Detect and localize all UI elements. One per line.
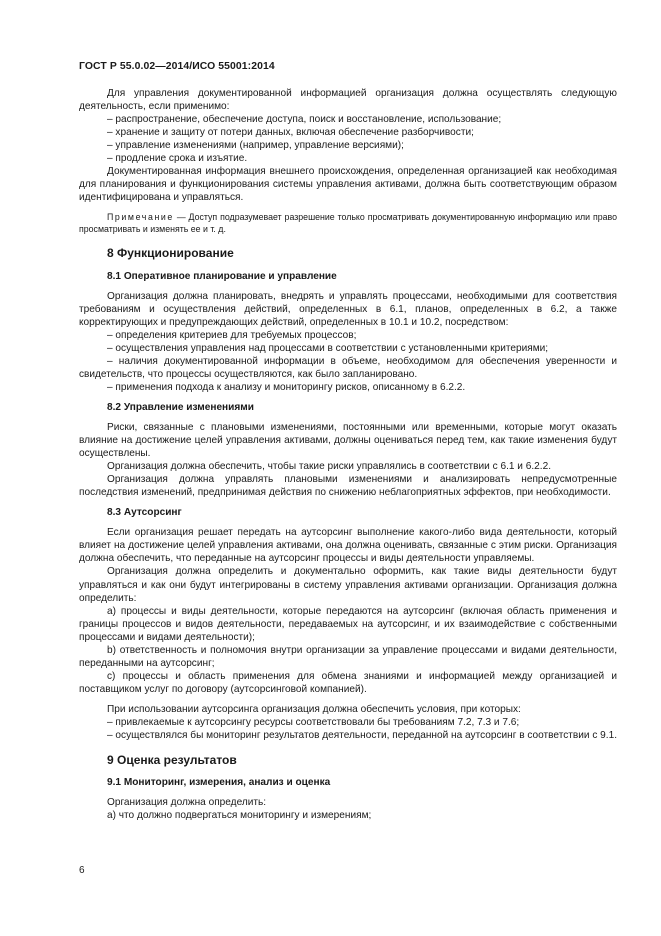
paragraph: Если организация решает передать на аутсорсинг выполнение какого-либо вида деятельности, который влияет на достижение целей управления активами, она должна оценивать, связанные с этим риски. Организация должна обеспечить, что переданные на аутсорсинг процессы и виды деятельности управляемы. bbox=[79, 527, 617, 565]
paragraph: Организация должна управлять плановыми изменениями и анализировать непредусмотренные последствия изменений, предпринимая действия по снижению неблагоприятных эффектов, при необходимости. bbox=[79, 474, 617, 499]
paragraph: При использовании аутсорсинга организация должна обеспечить условия, при которых: bbox=[107, 703, 521, 715]
paragraph: Организация должна определить и документально оформить, как такие виды деятельности будут управляться и как они будут интегрированы в систему управления активами организации. Организация должна определить: bbox=[79, 566, 617, 604]
list-item: – хранение и защиту от потери данных, включая обеспечение разборчивости; bbox=[107, 127, 474, 139]
paragraph: Риски, связанные с плановыми изменениями, постоянными или временными, которые могут оказать влияние на достижение целей управления активами, должны оцениваться перед тем, как такие изменения будут осуществлены. bbox=[79, 421, 617, 460]
list-item: c) процессы и область применения для обмена знаниями и информацией между организацией и поставщиком услуг по договору (аутсорсинговой компанией). bbox=[79, 670, 617, 695]
section-heading: 9 Оценка результатов bbox=[107, 753, 237, 768]
subsection-heading: 8.1 Оперативное планирование и управление bbox=[107, 270, 337, 282]
list-item: a) что должно подвергаться мониторингу и измерениям; bbox=[107, 810, 372, 822]
paragraph: Организация должна обеспечить, чтобы такие риски управлялись в соответствии с 6.1 и 6.2.2. bbox=[107, 461, 552, 473]
paragraph: Организация должна планировать, внедрять и управлять процессами, необходимыми для соответствия требованиям и осуществления действий, определенных в 6.1, планов, определенных в 6.2, а также корректирующих и предупреждающих действий, определенных в 10.1 и 10.2, посредством: bbox=[79, 290, 617, 328]
list-item: b) ответственность и полномочия внутри организации за управление процессами и видами деятельности, переданными на аутсорсинг; bbox=[79, 644, 617, 669]
note bbox=[79, 211, 617, 235]
document-header: ГОСТ Р 55.0.02—2014/ИСО 55001:2014 bbox=[79, 61, 275, 72]
list-item: – наличия документированной информации в объеме, необходимом для обеспечения уверенности и свидетельств, что процессы осуществляются, как было запланировано. bbox=[79, 355, 617, 380]
paragraph: Для управления документированной информацией организация должна осуществлять следующую деятельность, если применимо: bbox=[79, 88, 617, 113]
subsection-heading: 9.1 Мониторинг, измерения, анализ и оценка bbox=[107, 777, 331, 789]
list-item: – распространение, обеспечение доступа, поиск и восстановление, использование; bbox=[107, 114, 502, 126]
list-item: – определения критериев для требуемых процессов; bbox=[107, 329, 357, 341]
list-item: – применения подхода к анализу и мониторингу рисков, описанному в 6.2.2. bbox=[107, 381, 466, 393]
note-label: Примечание bbox=[107, 212, 174, 223]
note-text: — Доступ подразумевает разрешение только просматривать документированную информацию или право просматривать и изменять ее и т. д. bbox=[79, 212, 617, 235]
subsection-heading: 8.2 Управление изменениями bbox=[107, 401, 254, 413]
list-item: a) процессы и виды деятельности, которые передаются на аутсорсинг (включая область применения и границы процессов и видов деятельности, передаваемых на аутсорсинг, и их взаимодействие с собственными процессами и видами деятельности); bbox=[79, 605, 617, 643]
paragraph: Организация должна определить: bbox=[107, 797, 267, 809]
paragraph: Документированная информация внешнего происхождения, определенная организацией как необходимая для планирования и функционирования системы управления активами, должна быть соответствующим образом идентифицирована и управляться. bbox=[79, 166, 617, 204]
page-number: 6 bbox=[79, 865, 85, 876]
list-item: – управление изменениями (например, управление версиями); bbox=[107, 140, 404, 152]
section-heading: 8 Функционирование bbox=[107, 246, 234, 261]
subsection-heading: 8.3 Аутсорсинг bbox=[107, 507, 182, 519]
list-item: – привлекаемые к аутсорсингу ресурсы соответствовали бы требованиям 7.2, 7.3 и 7.6; bbox=[107, 716, 520, 728]
list-item: – продление срока и изъятие. bbox=[107, 153, 248, 165]
list-item: – осуществления управления над процессами в соответствии с установленными критериями; bbox=[107, 342, 549, 354]
list-item: – осуществлялся бы мониторинг результатов деятельности, переданной на аутсорсинг в соответствии с 9.1. bbox=[107, 730, 618, 742]
document-page bbox=[79, 60, 617, 822]
